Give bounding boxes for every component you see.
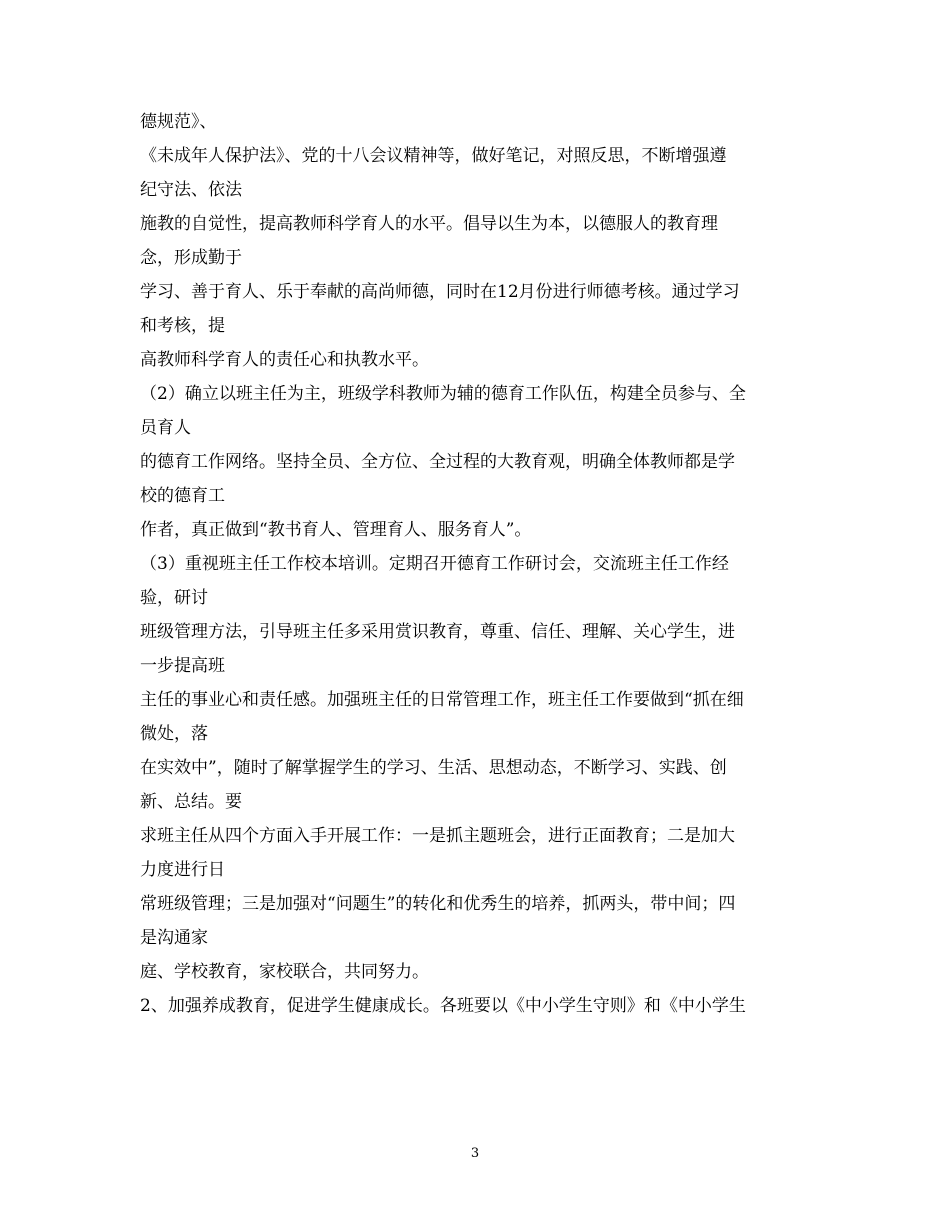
text-line: 校的德育工 [140,486,225,506]
text-line: 念，形成勤于 [140,248,242,268]
text-line: 庭、学校教育，家校联合，共同努力。 [140,962,429,982]
text-line: 《未成年人保护法》、党的十八会议精神等，做好笔记，对照反思，不断增强遵 [140,146,727,166]
text-line: 一步提高班 [140,656,225,676]
text-line: 德规范》、 [140,112,217,132]
page-number: 3 [470,1146,480,1161]
text-line: 验，研讨 [140,588,208,608]
text-line: 纪守法、依法 [140,180,242,200]
text-line: 和考核，提 [140,316,225,336]
text-line: （3）重视班主任工作校本培训。定期召开德育工作研讨会，交流班主任工作经 [140,554,729,574]
text-line: （2）确立以班主任为主，班级学科教师为辅的德育工作队伍，构建全员参与、全 [140,384,746,404]
text-line: 学习、善于育人、乐于奉献的高尚师德，同时在12月份进行师德考核。通过学习 [140,282,740,302]
text-line: 员育人 [140,418,191,438]
text-line: 求班主任从四个方面入手开展工作：一是抓主题班会，进行正面教育；二是加大 [140,826,735,846]
text-line: 在实效中”，随时了解掌握学生的学习、生活、思想动态，不断学习、实践、创 [140,758,727,778]
body-text [140,112,820,1030]
text-line: 班级管理方法，引导班主任多采用赏识教育，尊重、信任、理解、关心学生，进 [140,622,735,642]
text-line: 常班级管理；三是加强对“问题生”的转化和优秀生的培养，抓两头，带中间；四 [140,894,736,914]
text-line: 主任的事业心和责任感。加强班主任的日常管理工作，班主任工作要做到“抓在细 [140,690,744,710]
text-line: 2、加强养成教育，促进学生健康成长。各班要以《中小学生守则》和《中小学生 [140,996,746,1016]
text-line: 微处，落 [140,724,208,744]
text-line: 的德育工作网络。坚持全员、全方位、全过程的大教育观，明确全体教师都是学 [140,452,735,472]
text-line: 力度进行日 [140,860,225,880]
text-line: 施教的自觉性，提高教师科学育人的水平。倡导以生为本，以德服人的教育理 [140,214,718,234]
text-line: 是沟通家 [140,928,208,948]
text-line: 高教师科学育人的责任心和执教水平。 [140,350,429,370]
text-line: 作者，真正做到“教书育人、管理育人、服务育人”。 [140,520,532,540]
text-line: 新、总结。要 [140,792,242,812]
